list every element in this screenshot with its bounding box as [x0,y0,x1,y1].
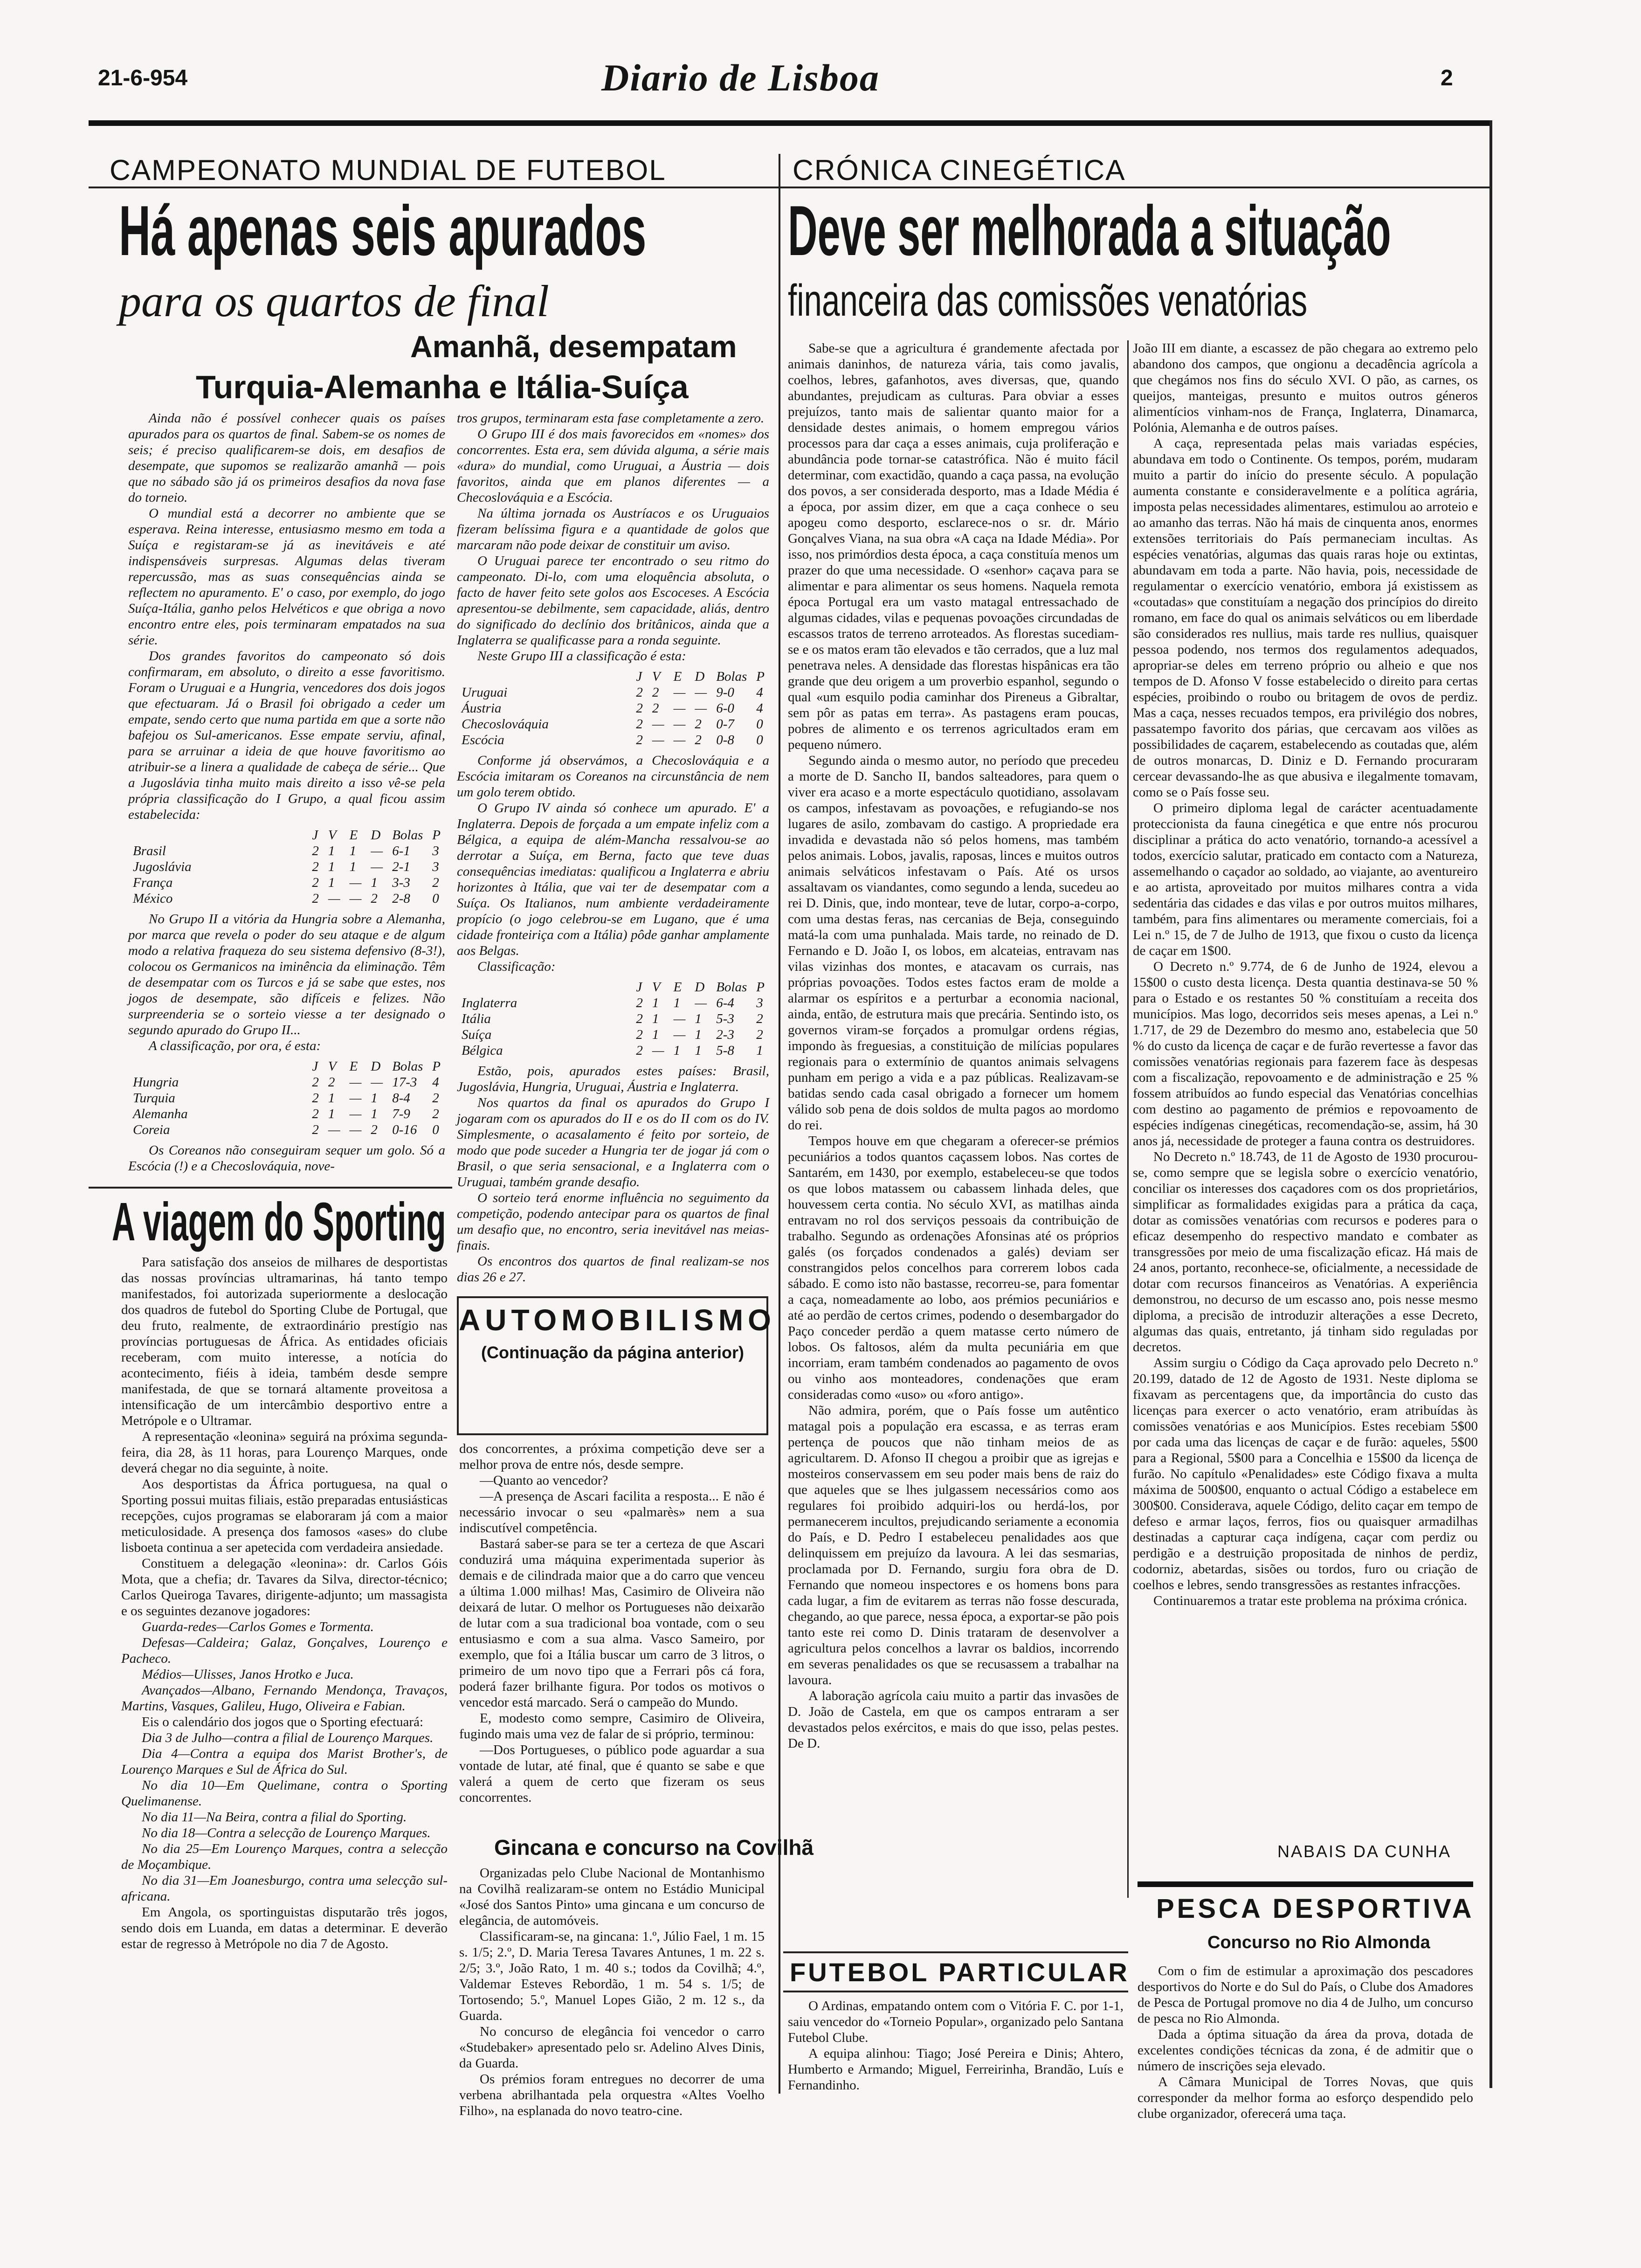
paragraph: A Câmara Municipal de Torres Novas, que quis corresponder da melhor forma ao esforço despendido pelo clube organizador, oferecerá uma taça. [1138,2074,1473,2121]
paragraph: tros grupos, terminaram esta fase completamente a zero. [457,411,765,426]
paragraph: Continuaremos a tratar este problema na próxima crónica. [1153,1593,1468,1608]
table-row: Hungria 2 2 — — 17-3 4 [133,1075,439,1090]
pesca-subheadline: Concurso no Rio Almonda [1207,1933,1430,1952]
paragraph: Na última jornada os Austríacos e os Uruguaios fizeram belíssima figura e a quantidade de golos que marcaram não pode deixar de constituir um aviso. [457,506,769,553]
paragraph: O Decreto n.º 9.774, de 6 de Junho de 1924, elevou a 15$00 o custo desta licença. Desta quantia destinava-se 50 % para o Estado e os restantes 50 % constituíam a receita dos municípios. Mas logo, decorridos seis meses apenas, a Lei n.º 1.717, de 29 de Dezembro do mesmo ano, estabelecia que 50 % do custo da licença de caçar e de furão revertesse a favor das comissões venatórias regionais para fazerem face às despesas com a fiscalização, repovoamento e de administração e 25 % fossem atribuídos ao fundo especial das Venatórias concelhias com destino ao pagamento de prémios e repovoamento de espécies indígenas cinegéticas, recomendação-se, assim, há 30 anos já, necessidade de proteger a fauna contra os destruidores. [1133,959,1478,1148]
sporting-article [121,1254,448,1952]
group1-table: J V E D Bolas P Brasil 2 1 1 — 6-1 3 Jugoslávia 2 1 1 — 2-1 3 França 2 1 — 1 3-3 2 México 2 — — 2 2-8 0 [128,827,445,906]
paragraph: Eis o calendário dos jogos que o Sporting efectuará: [142,1715,424,1729]
paragraph: Para satisfação dos anseios de milhares de desportistas das nossas províncias ultramarinas, há tanto tempo manifestados, foi autorizada superiormente a deslocação dos quadros de futebol do Sporting Clube de Portugal, que deu fruto, realmente, de extraordinário prestígio nas províncias portuguesas de África. As entidades oficiais receberam, com muito interesse, a notícia do acontecimento, fiéis à ideia, também desde sempre manifestada, de que se tornará altamente proveitosa a intensificação de um intercâmbio desportivo entre a Metrópole e o Ultramar. [121,1255,448,1428]
paragraph: Segundo ainda o mesmo autor, no período que precedeu a morte de D. Sancho II, bandos salteadores, para quem o viver era acaso e a morte espectáculo quotidiano, assolavam os campos, infestavam as povoações, e refugiando-se nos lugares de asilo, zombavam do castigo. A propriedade era invadida e devastada não só pelos homens, mas também pelos animais. Lobos, javalis, raposas, linces e muitos outros animais selváticos infestavam o País. Até os ursos assaltavam os viandantes, como segundo a lenda, sucedeu ao rei D. Dinis, que, indo montear, teve de lutar, corpo-a-corpo, com uma destas feras, nas cercanias de Beja, conseguindo matá-la com uma punhalada. Mais tarde, no reinado de D. Fernando e D. João I, os lobos, em alcateias, entravam nas vilas vizinhas dos montes, e atacavam os currais, nas próprias povoações. Todos estes factos eram de molde a alarmar os espíritos e a perturbar a economia nacional, ainda, então, de estrutura mais que precária. Sentindo isto, os governos viram-se forçados a promulgar ordens régias, impondo às freguesias, a constituição de milícias populares regionais para o extermínio de quantos animais selvagens punham em perigo a vida e a paz públicas. Realizavam-se batidas sendo cada casal obrigado a fornecer um homem válido sob pena de dois soldos de multa pagos ao mordomo do rei. [788,753,1119,1133]
headline-situacao: Deve ser melhorada a situação [788,191,1391,270]
paragraph: O Grupo IV ainda só conhece um apurado. E' a Inglaterra. Depois de forçada a um empate infeliz com a Bélgica, a equipa de além-Mancha ressalvou-se ao derrotar a Suíça, em Berna, facto que teve duas consequências imediatas: qualificou a Inglaterra e abriu horizontes à Itália, que vai ter de desempatar com a Suíça. Os Italianos, num ambiente verdadeiramente propício (o jogo celebrou-se em Lugano, que é uma cidade fronteiriça com a Itália) pôde ganhar amplamente aos Belgas. [457,801,769,958]
headline-pesca: PESCA DESPORTIVA [1156,1894,1475,1924]
automobilismo-continuation: (Continuação da página anterior) [481,1343,745,1362]
covilha-article [459,1865,765,2119]
group3-table: J V E D Bolas P Uruguai 2 2 — — 9-0 4 Áustria 2 2 — — 6-0 4 Checoslováquia 2 — — 2 0-7 0 Escócia 2 — — 2 0-8 0 [457,669,769,748]
table-row: Itália 2 1 — 1 5-3 2 [462,1011,763,1026]
paragraph: A laboração agrícola caiu muito a partir das invasões de D. João de Castela, em que os campos entraram a ser devastados pelos exércitos, e mais do que isso, pelas pestes. De D. [788,1688,1119,1751]
pesca-article [1138,1963,1473,2122]
automobilismo-article [459,1441,765,1805]
paragraph: A classificação, por ora, é esta: [149,1038,321,1053]
table-row: México 2 — — 2 2-8 0 [133,891,439,906]
headline-apurados: Há apenas seis apurados [119,191,647,270]
table-row: Checoslováquia 2 — — 2 0-7 0 [462,717,763,732]
paragraph: No dia 18—Contra a selecção de Lourenço Marques. [142,1825,431,1840]
paragraph: Médios—Ulisses, Janos Hrotko e Juca. [142,1667,354,1682]
paragraph: A equipa alinhou: Tiago; José Pereira e Dinis; Ahtero, Humberto e Armando; Miguel, Ferreirinha, Brandão, Luís e Fernandinho. [788,2046,1124,2093]
table-row: Bélgica 2 — 1 1 5-8 1 [462,1043,763,1058]
kicker-desempates: Turquia-Alemanha e Itália-Suíça [196,369,689,405]
pesca-top-bar [1138,1881,1473,1887]
subheadline-comissoes: financeira das comissões venatórias [788,276,1308,325]
paragraph: Constituem a delegação «leonina»: dr. Carlos Góis Mota, que a chefia; dr. Tavares da Silva, director-técnico; Carlos Queiroga Tavares, dirigente-adjunto; um massagista e os seguintes dezanove jogadores: [121,1556,448,1618]
masthead-rule [89,120,1489,126]
page-number: 2 [1441,66,1453,90]
paragraph: O mundial está a decorrer no ambiente que se esperava. Reina interesse, entusiasmo mesmo em toda a Suíça e registaram-se já as inevitáveis e até indispensáveis surpresas. Algumas delas tiveram repercussão, mas as suas consequências ainda se reflectem no apuramento. E' o caso, por exemplo, do jogo Suíça-Itália, ganho pelos Helvéticos e que obriga a novo encontro entre eles, pois terminaram empatados na sua série. [128,506,445,648]
paragraph: Nos quartos da final os apurados do Grupo I jogaram com os apurados do II e os do II com os do IV. Simplesmente, o acasalamento é feito por sorteio, de modo que pode suceder a Hungria ter de jogar já com o Brasil, o que seria sensacional, e a Inglaterra com o Uruguai, também grande desafio. [457,1095,769,1189]
paragraph: Avançados—Albano, Fernando Mendonça, Travaços, Martins, Vasques, Galileu, Hugo, Oliveira e Fabian. [121,1683,448,1714]
paragraph: Tempos houve em que chegaram a oferecer-se prémios pecuniários a todos quantos caçassem lobos. Nas cortes de Santarém, em 1430, por exemplo, estabeleceu-se que todos os que lobos matassem ou cabassem linhada deles, que houvessem certa contia. No século XVI, as matilhas ainda entravam no rol dos serviços pessoais da contribuição de trabalho. Segundo as ordenações Afonsinas até os próprios galés (os forçados condenados a galés) deviam ser constrangidos pelos concelhos para correrem lobos cada sábado. E como isto não bastasse, recorreu-se, para fomentar a caça, nomeadamente ao lobo, aos prémios pecuniários e até ao perdão de certos crimes, podendo o desembargador do Paço conceder perdão a quem matasse certo número de lobos. Os faltosos, além da multa pecuniária em que incorriam, eram também condenados ao pagamento de ovos ou vinho aos monteadores, condenações que eram consideradas como «uso» ou «foro antigo». [788,1134,1119,1402]
table-row: Jugoslávia 2 1 1 — 2-1 3 [133,859,439,874]
paragraph: —A presença de Ascari facilita a resposta... E não é necessário invocar o seu «palmarès» nem a sua indiscutível competência. [459,1489,765,1535]
paragraph: O sorteio terá enorme influência no seguimento da competição, podendo antecipar para os quartos de final um desafio que, no encontro, seria inevitável nas meias-finais. [457,1190,769,1253]
paragraph: Não admira, porém, que o País fosse um autêntico matagal pois a população era escassa, e as terras eram pertença de poucos que não tinham meios de as agricultarem. D. Afonso II chegou a proibir que as igrejas e mosteiros conservassem em seu poder mais bens de raiz do que aqueles que se lhes julgassem necessários como aos regulares foi proibido adquiri-los ou herdá-los, por permanecerem incultos, prejudicando seriamente a economia do País, e D. Pedro I estabeleceu penalidades aos que delinquissem em prejuízo da lavoura. A lei das sesmarias, proclamada por D. Fernando, surgiu fora obra de D. Fernando que nomeou inspectores e os homens bons para cada lugar, a fim de evitarem as terras não fosse descurada, chegando, ao que parece, nessa época, a exportar-se pão pois tanto este rei como D. Dinis trataram de desenvolver a agricultura pelos concelhos a lavrar os baldios, incorrendo em severas penalidades os que se recusassem a trabalhar na lavoura. [788,1403,1119,1687]
paragraph: Classificação: [477,959,556,974]
paragraph: Defesas—Caldeira; Galaz, Gonçalves, Lourenço e Pacheco. [121,1635,448,1666]
paragraph: O Grupo III é dos mais favorecidos em «nomes» dos concorrentes. Esta era, sem dúvida alguma, a série mais «dura» do mundial, como Uruguai, a Áustria — dois favoritos, ainda que em planos diferentes — a Checoslováquia e a Escócia. [457,427,769,505]
paragraph: Ainda não é possível conhecer quais os países apurados para os quartos de final. Sabem-se os nomes de seis; é preciso qualificarem-se dois, em desafios de desempate, que supomos se realizarão amanhã — pois que no sábado são já os primeiros desafios da nova fase do torneio. [128,411,445,505]
paragraph: No dia 31—Em Joanesburgo, contra uma selecção sul-africana. [121,1873,448,1904]
cinegetica-column-1 [788,340,1119,1751]
kicker-amanha: Amanhã, desempatam [410,329,737,364]
paragraph: E, modesto como sempre, Casimiro de Oliveira, fugindo mais uma vez de falar de si próprio, terminou: [459,1711,765,1742]
table-row: Inglaterra 2 1 1 — 6-4 3 [462,996,763,1010]
article-signature: NABAIS DA CUNHA [1277,1842,1452,1861]
headline-sporting: A viagem do Sporting [112,1191,446,1252]
section-label-campeonato: CAMPEONATO MUNDIAL DE FUTEBOL [110,154,666,187]
paragraph: dos concorrentes, a próxima competição deve ser a melhor prova de entre nós, desde sempre. [459,1441,765,1472]
group4-table: J V E D Bolas P Inglaterra 2 1 1 — 6-4 3 Itália 2 1 — 1 5-3 2 Suíça 2 1 — 1 2-3 2 Bélgica 2 — 1 1 5-8 1 [457,979,769,1058]
paragraph: No Decreto n.º 18.743, de 11 de Agosto de 1930 procurou-se, como sempre que se legisla sobre o exercício venatório, conciliar os interesses dos caçadores com os dos proprietários, simplificar as formalidades exigidas para a prática da caça, dotar as comissões venatórias com recursos e poderes para o eficaz desempenho do respectivo mandato e combater as transgressões por meio de uma fiscalização eficaz. Há mais de 24 anos, portanto, reconhece-se, oficialmente, a necessidade de dotar com recursos financeiros as Venatórias. A experiência demonstrou, no decurso de um escasso ano, pois nesse mesmo diploma, a precisão de introduzir alterações a esse Decreto, algumas das quais, entretanto, já tinham sido reguladas por decretos. [1133,1149,1478,1355]
masthead-date: 21-6-954 [98,66,188,90]
paragraph: Com o fim de estimular a aproximação dos pescadores desportivos do Norte e do Sul do País, o Clube dos Amadores de Pesca de Portugal promove no dia 4 de Julho, um concurso de pesca no Rio Almonda. [1138,1964,1474,2026]
paragraph: No dia 10—Em Quelimane, contra o Sporting Quelimanense. [121,1778,448,1809]
column-divider [779,154,780,2094]
paragraph: Assim surgiu o Código da Caça aprovado pelo Decreto n.º 20.199, datado de 12 de Agosto de 1931. Neste diploma se fixavam as percentagens que, da importância do custo das licenças para exercer o acto venatório, eram atribuídas às comissões venatórias e aos Municípios. Estes recebiam 5$00 por cada uma das licenças de caçar e de furão: aqueles, 5$00 para a Regional, 5$00 para a Concelhia e 15$00 da licença de furão. No capítulo «Penalidades» este Código fixava a multa máxima de 500$00, enquanto o actual Código a estabelece em 300$00. Considerava, aquele Código, delito caçar em tempo de defeso e armar laços, ferros, fios ou quaisquer armadilhas destinadas a capturar caça indígena, caçar com perdiz ou perdigão e a destruição propositada de ninhos de perdiz, codorniz, abetardas, sisões ou tordos, furo ou criação de coelhos e lebres, sendo transgressões as restantes infracções. [1133,1355,1478,1592]
subheadline-quartos: para os quartos de final [119,276,549,326]
paragraph: Organizadas pelo Clube Nacional de Montanhismo na Covilhã realizaram-se ontem no Estádio Municipal «José dos Santos Pinto» uma gincana e um concurso de elegância, de automóveis. [459,1866,765,1928]
table-row: Suíça 2 1 — 1 2-3 2 [462,1027,763,1042]
paragraph: Sabe-se que a agricultura é grandemente afectada por animais daninhos, de natureza vária, tais como javalis, coelhos, lebres, gafanhotos, aves diversas, que, quando abundantes, prejudicam as culturas. Para obviar a esses prejuízos, tanto mais de salientar quanto maior for a densidade destes animais, o homem empregou vários processos para dar caça a esses animais, cuja proliferação e abundância pode tornar-se catastrófica. Não é muito fácil determinar, com exactidão, quando a caça passa, na evolução dos povos, a ser considerada desporto, mas a Idade Média é a época, por assim dizer, em que a caça conhece o seu apogeu como desporto, esclarece-nos o sr. dr. Mário Gonçalves Viana, na sua obra «A caça na Idade Média». Por isso, nos primórdios desta época, a caça constituía menos um prazer do que uma necessidade. O «senhor» caçava para se alimentar e para alimentar os seus homens. Naquela remota época Portugal era um vasto matagal entressachado de algumas cidades, vilas e pequenas povoações circundadas de escassos tratos de terreno arroteados. As florestas sucediam-se e os matos eram tão elevados e tão cerrados, que a luz mal penetrava neles. A densidade das florestas hispânicas era tão grande que deu origem a um proverbio espanhol, segundo o qual «um esquilo podia caminhar dos Pireneus a Gibraltar, sem pôr as patas em terra». As pastagens eram poucas, pobres de alimento e os terrenos agricultados eram em pequeno número. [788,341,1119,752]
paragraph: —Quanto ao vencedor? [480,1473,608,1488]
paragraph: Os encontros dos quartos de final realizam-se nos dias 26 e 27. [457,1254,769,1285]
section-underline [89,187,779,188]
group2-table: J V E D Bolas P Hungria 2 2 — — 17-3 4 Turquia 2 1 — 1 8-4 2 Alemanha 2 1 — 1 7-9 2 Coreia 2 — — 2 0-16 0 [128,1058,445,1138]
table-row: França 2 1 — 1 3-3 2 [133,875,439,890]
paragraph: Dia 3 de Julho—contra a filial de Lourenço Marques. [142,1730,434,1745]
paragraph: Estão, pois, apurados estes países: Brasil, Jugoslávia, Hungria, Uruguai, Áustria e Inglaterra. [457,1064,769,1094]
paragraph: Em Angola, os sportinguistas disputarão três jogos, sendo dois em Luanda, em datas a determinar. E deverão estar de regresso à Metrópole no dia 7 de Agosto. [121,1905,448,1951]
column-divider [1127,340,1129,1898]
table-row: Áustria 2 2 — — 6-0 4 [462,701,763,716]
paragraph: O Ardinas, empatando ontem com o Vitória F. C. por 1-1, saiu vencedor do «Torneio Popular», organizado pelo Santana Futebol Clube. [788,1998,1124,2045]
automobilismo-box [457,1296,776,1435]
paragraph: Dia 4—Contra a equipa dos Marist Brother's, de Lourenço Marques e Sul de África do Sul. [121,1746,448,1777]
paragraph: Classificaram-se, na gincana: 1.º, Júlio Fael, 1 m. 15 s. 1/5; 2.º, D. Maria Teresa Tavares Antunes, 1 m. 22 s. 2/5; 3.º, João Rato, 1 m. 40 s.; todos da Covilhã; 4.º, Valdemar Esteves Rebordão, 1 m. 54 s. 1/5; de Tortosendo; 5.º, Manuel Lopes Gião, 2 m. 12 s., da Guarda. [459,1929,765,2023]
paragraph: No concurso de elegância foi vencedor o carro «Studebaker» apresentado pelo sr. Adelino Alves Dinis, da Guarda. [459,2024,765,2071]
page-right-rule [1489,120,1492,2088]
paragraph: No dia 11—Na Beira, contra a filial do Sporting. [142,1810,407,1825]
paragraph: Dos grandes favoritos do campeonato só dois confirmaram, em absoluto, o direito a esse favoritismo. Foram o Uruguai e a Hungria, vencedores dos dois jogos que efectuaram. Já o Brasil foi obrigado a ceder um empate, sendo certo que numa partida em que a sorte não bafejou os Sul-americanos. Esse empate serviu, afinal, para se arruinar a ideia de que houve favoritismo ao atribuir-se a linera a qualidade de cabeça de série... Que a Jugoslávia tinha muito mais direito a isso vê-se pela própria classificação do I Grupo, a qual ficou assim estabelecida: [128,649,445,822]
paragraph: Bastará saber-se para se ter a certeza de que Ascari conduzirá uma máquina experimentada superior às demais e de cilindrada maior que a do carro que venceu a última 1.000 milhas! Mas, Casimiro de Oliveira não deixará de lutar. O melhor os Portugueses não deixarão de lutar com a sua tradicional boa vontade, com o seu entusiasmo e com a sua alma. Vasco Sameiro, por exemplo, que foi a Itália buscar um carro de 3 litros, o primeiro de um novo tipo que a Ferrari pôs cá fora, poderá fazer brilhante figura. Por todos os motivos o vencedor está marcado. Será o campeão do Mundo. [459,1536,765,1710]
paragraph: No Grupo II a vitória da Hungria sobre a Alemanha, por marca que revela o poder do seu ataque e de algum modo a relativa fraqueza do seu sistema defensivo (8-3!), colocou os Germanicos na iminência da eliminação. Têm de desempatar com os Turcos e já se sabe que estes, nos jogos de desempate, são difíceis e felizes. Não surpreenderia se o sorteio viesse a ter designado o segundo apurado do Grupo II... [128,912,445,1037]
table-row: Turquia 2 1 — 1 8-4 2 [133,1091,439,1106]
paragraph: Aos desportistas da África portuguesa, na qual o Sporting possui muitas filiais, estão preparadas entusiásticas recepções, cujos programas se elaboraram já com a maior meticulosidade. A presença dos famosos «ases» do clube lisboeta continua a ser apetecida com verdadeira ansiedade. [121,1477,448,1555]
paragraph: A caça, representada pelas mais variadas espécies, abundava em todo o Continente. Os tempos, porém, mudaram muito a partir do início do presente século. A população aumenta constante e consideravelmente e a política agrária, imposta pelas necessidades alimentares, estimulou ao arroteio e ao amanho das terras. Não há mais de cinquenta anos, enormes extensões territoriais do País permaneciam incultas. As espécies venatórias, algumas das quais raras hoje ou extintas, abundavam em toda a parte. Não havia, pois, necessidade de regulamentar o exercício venatório, embora já existissem as «coutadas» que constituíam a negação dos princípios do direito romano, em face do qual os animais selváticos ou em liberdade são considerados res nullius, mais tarde res nullius, quaisquer pessoa podendo, nos termos dos regulamentos adequados, apropriar-se deles em terreno próprio ou alheio e que nos tempos de D. Afonso V fosse estabelecido o direito para certas espécies, proibindo o roubo ou britagem de ovos de perdiz. Mas a caça, nesses recuados tempos, era privilégio dos nobres, passatempo favorito dos párias, que cercavam aos vilões as possibilidades de caçarem, estabelecendo as coutadas que, além de outros monarcas, D. Diniz e D. Fernando procuraram cercear devassando-lhe as que abusiva e ilegalmente tomavam, como se o País fosse seu. [1133,436,1478,800]
table-row: Escócia 2 — — 2 0-8 0 [462,733,763,747]
paragraph: No dia 25—Em Lourenço Marques, contra a selecção de Moçambique. [121,1841,448,1872]
section-label-cinegetica: CRÓNICA CINEGÉTICA [793,154,1126,187]
table-row: Alemanha 2 1 — 1 7-9 2 [133,1106,439,1121]
paragraph: Dada a óptima situação da área da prova, dotada de excelentes condições técnicas da zona, é de admitir que o número de inscrições seja elevado. [1138,2027,1473,2074]
futebol-article [788,1998,1124,2093]
paragraph: O Uruguai parece ter encontrado o seu ritmo do campeonato. Di-lo, com uma eloquência absoluta, o facto de haver feito sete golos aos Escoceses. A Escócia apresentou-se debilmente, sem capacidade, aliás, dentro do significado do declínio dos britânicos, ainda que a Inglaterra se qualificasse para a ronda seguinte. [457,553,769,648]
table-row: Uruguai 2 2 — — 9-0 4 [462,685,763,700]
paragraph: Neste Grupo III a classificação é esta: [477,649,686,664]
futebol-box [783,1951,1128,1992]
masthead-title: Diario de Lisboa [601,56,880,99]
headline-automobilismo: AUTOMOBILISMO [459,1303,776,1337]
campeonato-column-1 [128,410,445,1174]
table-row: Coreia 2 — — 2 0-16 0 [133,1122,439,1137]
table-row: Brasil 2 1 1 — 6-1 3 [133,844,439,858]
divider [89,1187,452,1189]
paragraph: —Dos Portugueses, o público pode aguardar a sua vontade de lutar, até final, que é quanto se sabe e que valerá a quem de certo que fizeram os seus concorrentes. [459,1742,765,1805]
paragraph: Os prémios foram entregues no decorrer de uma verbena abrilhantada pela orquestra «Altes Voelho Filho», na esplanada do novo teatro-cine. [459,2072,765,2118]
paragraph: João III em diante, a escassez de pão chegara ao extremo pelo abandono dos campos, que ongionu a decadência agrícola a que chegámos nos fins do século XVI. O pão, as carnes, os queijos, manteigas, presunto e muitos outros géneros alimentícios vinham-nos de França, Inglaterra, Dinamarca, Polónia, Alemanha e de outros países. [1133,341,1478,435]
paragraph: O primeiro diploma legal de carácter acentuadamente proteccionista da fauna cinegética e que entre nós procurou disciplinar a prática do acto venatório, tornando-a acessível a todos, exercício salutar, praticado em contacto com a Natureza, assemelhando o caçador ao soldado, ao viajante, ao aventureiro e ao artista, aproveitado por muitos milhares contra a vida sedentária das cidades e das vilas e por outros muitos milhares, também, para fins alimentares ou meramente comerciais, foi a Lei n.º 15, de 7 de Julho de 1913, que fixou o custo da licença de caçar em 1$00. [1133,801,1478,958]
cinegetica-column-2 [1133,340,1478,1609]
section-underline [780,187,1489,188]
headline-futebol: FUTEBOL PARTICULAR [790,1957,1130,1987]
paragraph: Os Coreanos não conseguiram sequer um golo. Só a Escócia (!) e a Checoslováquia, nove- [128,1143,445,1174]
paragraph: Conforme já observámos, a Checoslováquia e a Escócia imitaram os Coreanos na circunstância de nem um golo terem obtido. [457,753,769,800]
campeonato-column-2 [457,410,769,1285]
headline-covilha: Gincana e concurso na Covilhã [494,1835,814,1860]
paragraph: Guarda-redes—Carlos Gomes e Tormenta. [142,1619,374,1634]
paragraph: A representação «leonina» seguirá na próxima segunda-feira, dia 28, às 11 horas, para Lourenço Marques, onde deverá chegar no dia seguinte, à noite. [121,1429,448,1476]
